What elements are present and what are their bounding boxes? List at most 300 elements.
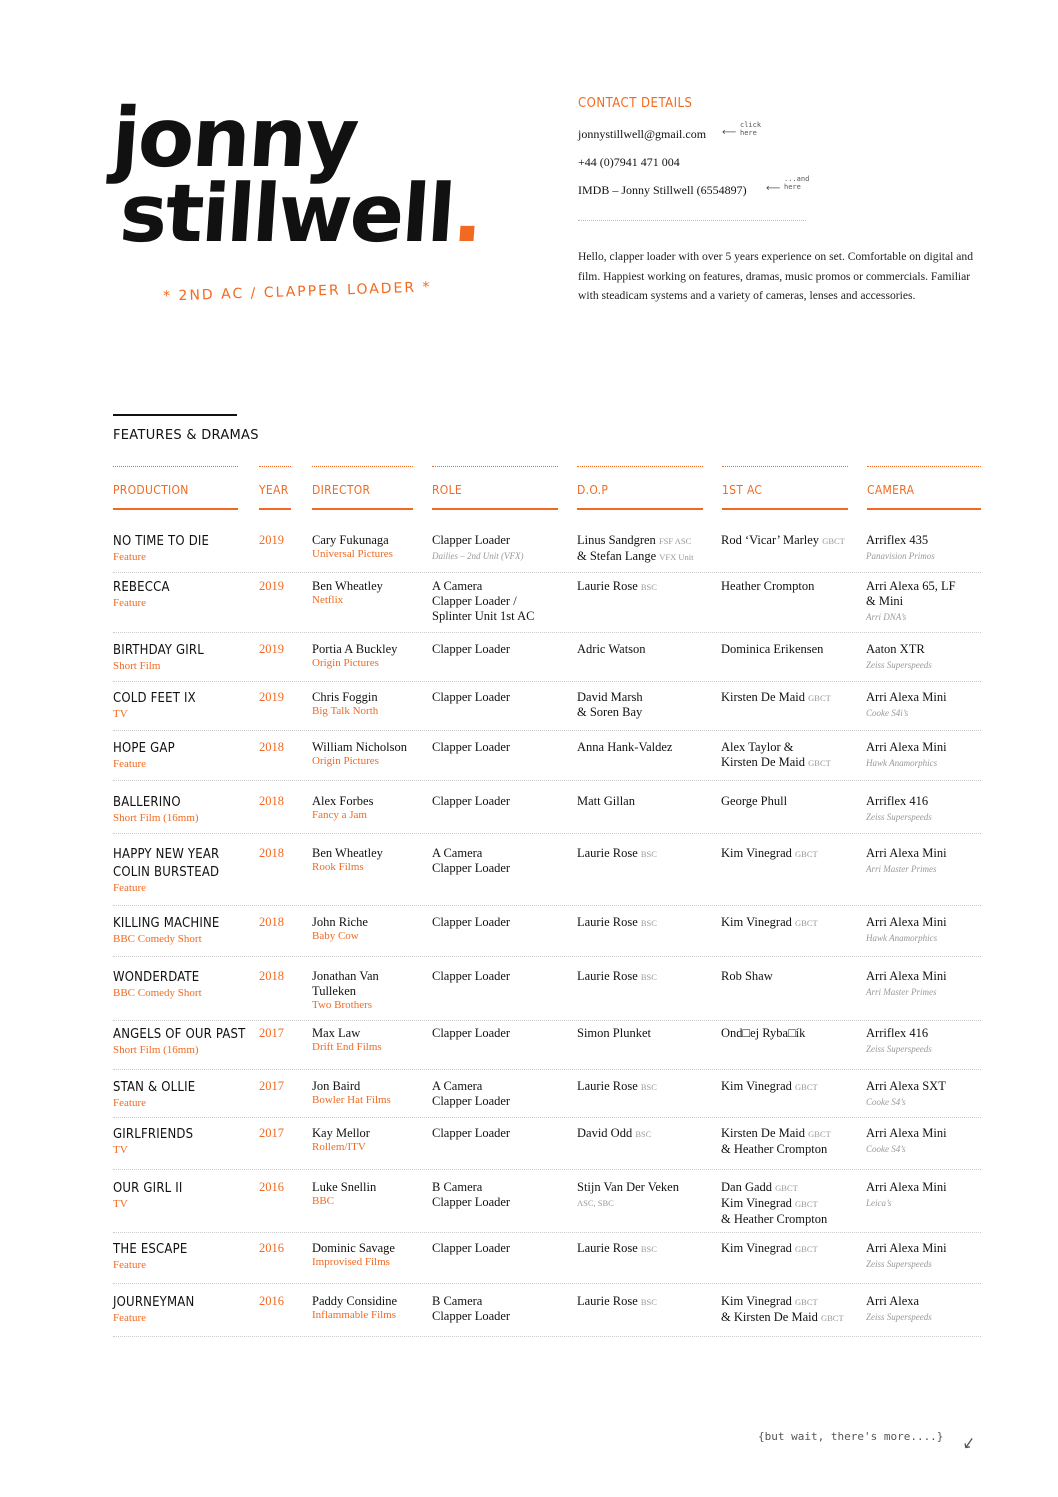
director-cell — [312, 794, 424, 822]
col-underline — [312, 508, 413, 510]
year-cell: 2018 — [259, 846, 284, 860]
dop-name-text: Linus Sandgren — [577, 533, 656, 547]
first-ac-cell — [721, 1180, 871, 1227]
lens-text: Cooke S4i’s — [866, 708, 909, 718]
director-name: Max Law — [312, 1026, 361, 1040]
production-title: KILLING MACHINE — [113, 916, 220, 931]
imdb-note-line2: here — [784, 183, 801, 191]
logo-last-name — [116, 167, 485, 260]
dop-name-text: Adric Watson — [577, 642, 646, 656]
first-ac-accreditation: GBCT — [820, 1313, 844, 1323]
lens-text: Arri DNA’s — [866, 612, 907, 622]
dop-name — [577, 549, 719, 565]
director-cell — [312, 1241, 424, 1269]
production-type: BBC Comedy Short — [113, 987, 202, 999]
role-cell — [432, 1294, 572, 1324]
camera-cell — [866, 579, 981, 625]
production-company: Netflix — [312, 594, 344, 606]
logo-dot: . — [449, 167, 485, 260]
role-cell — [432, 1180, 572, 1210]
dop-name-text: Anna Hank-Valdez — [577, 740, 673, 754]
row-divider — [113, 730, 981, 731]
col-underline — [259, 508, 291, 510]
first-ac-name-text: Rob Shaw — [721, 969, 773, 983]
camera-name: Arri Alexa — [866, 1294, 920, 1308]
production-type: Short Film (16mm) — [113, 812, 199, 824]
camera-cell — [866, 794, 981, 825]
year-cell: 2017 — [259, 1026, 284, 1040]
production-cell — [113, 794, 253, 825]
first-ac-accreditation: GBCT — [795, 1082, 818, 1092]
camera-cell — [866, 533, 981, 564]
camera-cell — [866, 915, 981, 946]
production-company: Rook Films — [312, 861, 364, 873]
row-divider — [113, 1232, 981, 1233]
row-divider — [113, 833, 981, 834]
dop-name-text: Laurie Rose — [577, 1079, 638, 1093]
camera-name: & Mini — [866, 594, 904, 608]
production-cell — [113, 1026, 253, 1057]
imdb-note — [784, 175, 809, 191]
row-divider — [113, 1117, 981, 1118]
first-ac-name-text: & Heather Crompton — [721, 1212, 828, 1226]
section-title: FEATURES & DRAMAS — [113, 428, 259, 443]
role-text: B Camera — [432, 1294, 483, 1308]
production-company: Drift End Films — [312, 1041, 382, 1053]
lens-text: Cooke S4’s — [866, 1144, 906, 1154]
first-ac-accreditation: GBCT — [795, 849, 818, 859]
imdb-link[interactable]: IMDB – Jonny Stillwell (6554897) — [578, 183, 747, 197]
role-text: A Camera — [432, 1079, 483, 1093]
first-ac-name — [721, 690, 871, 706]
row-divider — [113, 572, 981, 573]
first-ac-name-text: Kim Vinegrad — [721, 1294, 792, 1308]
dop-name-text: Simon Plunket — [577, 1026, 651, 1040]
production-company: Origin Pictures — [312, 755, 379, 767]
camera-cell — [866, 642, 981, 673]
camera-cell — [866, 740, 981, 771]
camera-name: Arri Alexa Mini — [866, 1241, 947, 1255]
first-ac-name — [721, 1026, 871, 1041]
dop-accreditation: BSC — [640, 1244, 657, 1254]
lens-text: Panavision Primos — [866, 551, 935, 561]
row-divider — [113, 956, 981, 957]
email-note — [740, 121, 761, 137]
col-header-first-ac: 1ST AC — [722, 483, 763, 497]
bio-text: Hello, clapper loader with over 5 years experience on set. Comfortable on digital and film. Happiest working on features, dramas, music promos or commercials. Familiar with steadicam systems and a variety of cameras, lenses and accessories. — [578, 250, 974, 302]
first-ac-name — [721, 642, 871, 657]
first-ac-name-text: Kim Vinegrad — [721, 1079, 792, 1093]
first-ac-cell — [721, 915, 871, 931]
col-top-rule — [867, 466, 981, 467]
director-name: Alex Forbes — [312, 794, 374, 808]
camera-cell — [866, 1241, 981, 1272]
role-cell — [432, 1126, 572, 1141]
director-cell — [312, 846, 424, 874]
dop-accreditation: BSC — [640, 849, 657, 859]
dop-name-text: Laurie Rose — [577, 579, 638, 593]
role-cell — [432, 579, 572, 624]
row-divider — [113, 632, 981, 633]
year-cell: 2016 — [259, 1180, 284, 1194]
director-name: Portia A Buckley — [312, 642, 398, 656]
role-text: Clapper Loader — [432, 1026, 511, 1040]
production-type: Feature — [113, 1259, 146, 1271]
production-company: Improvised Films — [312, 1256, 390, 1268]
row-divider — [113, 1020, 981, 1021]
col-underline — [113, 508, 238, 510]
dop-accreditation: BSC — [640, 1082, 657, 1092]
first-ac-name — [721, 846, 871, 862]
camera-name: Arriflex 416 — [866, 794, 929, 808]
director-cell — [312, 1294, 424, 1322]
col-underline — [867, 508, 981, 510]
dop-cell — [577, 740, 719, 755]
production-title: JOURNEYMAN — [113, 1295, 195, 1310]
first-ac-name — [721, 1241, 871, 1257]
production-title: BALLERINO — [113, 795, 181, 810]
first-ac-cell — [721, 690, 871, 706]
lens-text: Hawk Anamorphics — [866, 758, 938, 768]
lens-text: Leica’s — [866, 1198, 892, 1208]
first-ac-cell — [721, 1079, 871, 1095]
production-title: ANGELS OF OUR PAST — [113, 1027, 246, 1042]
production-company: Origin Pictures — [312, 657, 379, 669]
col-underline — [432, 508, 558, 510]
col-top-rule — [113, 466, 238, 467]
director-name: Cary Fukunaga — [312, 533, 389, 547]
production-type: Feature — [113, 1097, 146, 1109]
year-cell: 2018 — [259, 969, 284, 983]
dop-name-text: Laurie Rose — [577, 1294, 638, 1308]
dop-name-text: & Stefan Lange — [577, 549, 657, 563]
dop-name — [577, 1294, 719, 1310]
contact-imdb — [578, 175, 988, 198]
first-ac-cell — [721, 1126, 871, 1157]
director-name: Paddy Considine — [312, 1294, 398, 1308]
first-ac-name-text: Rod ‘Vicar’ Marley — [721, 533, 820, 547]
row-divider — [113, 1169, 981, 1170]
first-ac-cell — [721, 740, 871, 771]
dop-cell — [577, 533, 719, 565]
dop-name — [577, 794, 719, 809]
arrow-down-icon: ↓ — [957, 1431, 980, 1456]
production-title: THE ESCAPE — [113, 1242, 188, 1257]
director-cell — [312, 690, 424, 718]
first-ac-name-text: Ond□ej Ryba□ík — [721, 1026, 806, 1040]
section-rule — [113, 414, 237, 416]
first-ac-accreditation: GBCT — [822, 536, 845, 546]
dop-name — [577, 690, 719, 705]
lens-text: Zeiss Superspeeds — [866, 1259, 932, 1269]
dop-name — [577, 1026, 719, 1041]
dop-accreditation: FSF ASC — [658, 536, 692, 546]
first-ac-accreditation: GBCT — [795, 1244, 818, 1254]
director-cell — [312, 969, 424, 1012]
production-type: TV — [113, 708, 128, 720]
production-cell — [113, 1180, 253, 1211]
tagline: * 2ND AC / CLAPPER LOADER * — [162, 279, 432, 305]
first-ac-name — [721, 1142, 871, 1157]
production-cell — [113, 690, 253, 721]
director-name: John Riche — [312, 915, 368, 929]
row-divider — [113, 905, 981, 906]
dop-name-text: David Marsh — [577, 690, 643, 704]
year-cell: 2019 — [259, 642, 284, 656]
col-top-rule — [312, 466, 413, 467]
dop-accreditation: BSC — [640, 918, 657, 928]
year-cell: 2018 — [259, 915, 284, 929]
production-title: GIRLFRIENDS — [113, 1127, 194, 1142]
role-cell — [432, 740, 572, 755]
first-ac-accreditation: GBCT — [775, 1183, 798, 1193]
first-ac-name — [721, 1294, 871, 1310]
lens-text: Arri Master Primes — [866, 987, 937, 997]
year-cell: 2016 — [259, 1294, 284, 1308]
row-divider — [113, 780, 981, 781]
dop-accreditation: BSC — [635, 1129, 652, 1139]
dop-accreditation: BSC — [640, 1297, 657, 1307]
more-note: {but wait, there's more....} — [758, 1430, 944, 1443]
dop-cell — [577, 1180, 719, 1211]
director-cell — [312, 915, 424, 943]
director-name: William Nicholson — [312, 740, 407, 754]
role-subtext: Dailies – 2nd Unit (VFX) — [432, 551, 524, 561]
col-underline — [577, 508, 703, 510]
dop-accreditation: ASC, SBC — [577, 1198, 614, 1208]
production-cell — [113, 533, 253, 564]
year-cell: 2019 — [259, 579, 284, 593]
dop-cell — [577, 1079, 719, 1095]
email-note-line1: click — [740, 121, 762, 129]
col-header-camera: CAMERA — [867, 483, 915, 497]
production-title: HAPPY NEW YEAR — [113, 847, 220, 862]
director-name: Tulleken — [312, 984, 356, 998]
production-company: BBC — [312, 1195, 335, 1207]
role-cell — [432, 1241, 572, 1256]
logo-first-name: jonny — [108, 91, 361, 186]
camera-cell — [866, 1126, 981, 1157]
production-cell — [113, 1079, 253, 1110]
first-ac-name-text: Dominica Erikensen — [721, 642, 824, 656]
col-top-rule — [577, 466, 703, 467]
director-cell — [312, 579, 424, 607]
dop-name-text: Matt Gillan — [577, 794, 635, 808]
production-type: Short Film — [113, 660, 161, 672]
camera-name: Arri Alexa Mini — [866, 1180, 947, 1194]
first-ac-cell — [721, 969, 871, 984]
dop-name-text: & Soren Bay — [577, 705, 643, 719]
col-top-rule — [259, 466, 291, 467]
first-ac-accreditation: GBCT — [795, 918, 818, 928]
first-ac-accreditation: GBCT — [795, 1199, 818, 1209]
director-name: Chris Foggin — [312, 690, 378, 704]
dop-name — [577, 740, 719, 755]
role-text: A Camera — [432, 579, 483, 593]
first-ac-name-text: Alex Taylor & — [721, 740, 794, 754]
production-cell — [113, 1126, 253, 1157]
dop-cell — [577, 846, 719, 862]
dop-cell — [577, 794, 719, 809]
dop-name — [577, 1195, 719, 1211]
production-title: WONDERDATE — [113, 970, 200, 985]
camera-name: Arri Alexa Mini — [866, 740, 947, 754]
director-name: Ben Wheatley — [312, 846, 383, 860]
role-text: Splinter Unit 1st AC — [432, 609, 535, 623]
production-title: COLIN BURSTEAD — [113, 865, 220, 880]
dop-name-text: Stijn Van Der Veken — [577, 1180, 679, 1194]
role-text: Clapper Loader / — [432, 594, 517, 608]
role-text: Clapper Loader — [432, 915, 511, 929]
first-ac-name-text: Kim Vinegrad — [721, 1196, 792, 1210]
first-ac-accreditation: GBCT — [808, 758, 831, 768]
lens-text: Arri Master Primes — [866, 864, 937, 874]
production-type: Feature — [113, 882, 146, 894]
row-divider — [113, 1069, 981, 1070]
year-cell: 2019 — [259, 533, 284, 547]
year-cell: 2017 — [259, 1126, 284, 1140]
imdb-arrow-icon: ⟵ — [766, 183, 781, 194]
production-type: Feature — [113, 551, 146, 563]
role-cell — [432, 969, 572, 984]
director-name: Jonathan Van — [312, 969, 379, 983]
dop-name — [577, 533, 719, 549]
director-cell — [312, 740, 424, 768]
first-ac-name-text: Heather Crompton — [721, 579, 815, 593]
camera-name: Arri Alexa Mini — [866, 690, 947, 704]
production-cell — [113, 740, 253, 771]
first-ac-name — [721, 579, 871, 594]
first-ac-cell — [721, 642, 871, 657]
production-cell — [113, 969, 253, 1000]
dop-cell — [577, 579, 719, 595]
role-text: Clapper Loader — [432, 740, 511, 754]
first-ac-cell — [721, 1026, 871, 1041]
lens-text: Hawk Anamorphics — [866, 933, 938, 943]
first-ac-cell — [721, 794, 871, 809]
role-cell — [432, 642, 572, 657]
first-ac-name-text: & Heather Crompton — [721, 1142, 828, 1156]
name-logo — [108, 91, 485, 260]
role-text: Clapper Loader — [432, 1094, 511, 1108]
first-ac-name — [721, 969, 871, 984]
role-text: Clapper Loader — [432, 1309, 511, 1323]
production-type: BBC Comedy Short — [113, 933, 202, 945]
role-text: A Camera — [432, 846, 483, 860]
production-title: REBECCA — [113, 580, 170, 595]
dop-name — [577, 969, 719, 985]
dop-name-text: Laurie Rose — [577, 969, 638, 983]
first-ac-name-text: Kirsten De Maid — [721, 755, 806, 769]
dop-accreditation: BSC — [640, 972, 657, 982]
production-cell — [113, 846, 253, 895]
camera-cell — [866, 1294, 981, 1325]
first-ac-name-text: Kim Vinegrad — [721, 915, 792, 929]
director-cell — [312, 1126, 424, 1154]
camera-cell — [866, 846, 981, 877]
production-title: HOPE GAP — [113, 741, 175, 756]
first-ac-name — [721, 794, 871, 809]
role-cell — [432, 533, 572, 564]
col-header-dop: D.O.P — [577, 483, 609, 497]
production-type: Feature — [113, 1312, 146, 1324]
first-ac-name — [721, 1126, 871, 1142]
email-arrow-icon: ⟵ — [722, 127, 737, 138]
row-divider — [113, 1336, 981, 1337]
imdb-note-line1: ...and — [784, 175, 810, 183]
production-title: STAN & OLLIE — [113, 1080, 196, 1095]
contact-section — [578, 96, 988, 306]
role-text: B Camera — [432, 1180, 483, 1194]
dop-cell — [577, 969, 719, 985]
dop-name-text: Laurie Rose — [577, 1241, 638, 1255]
role-text: Clapper Loader — [432, 533, 511, 547]
production-title: COLD FEET IX — [113, 691, 196, 706]
logo-last-name-text: stillwell — [116, 167, 457, 260]
row-divider — [113, 681, 981, 682]
camera-name: Arri Alexa 65, LF — [866, 579, 956, 593]
dop-name — [577, 705, 719, 720]
dop-cell — [577, 690, 719, 720]
email-link[interactable]: jonnystillwell@gmail.com — [578, 127, 707, 141]
role-text: Clapper Loader — [432, 690, 511, 704]
role-cell — [432, 690, 572, 705]
col-header-year: YEAR — [259, 483, 289, 497]
director-cell — [312, 1026, 424, 1054]
dop-name — [577, 579, 719, 595]
first-ac-name-text: George Phull — [721, 794, 788, 808]
director-name: Kay Mellor — [312, 1126, 370, 1140]
dop-name-text: Laurie Rose — [577, 846, 638, 860]
dop-cell — [577, 642, 719, 657]
dop-name-text: David Odd — [577, 1126, 633, 1140]
dop-cell — [577, 1126, 719, 1142]
production-cell — [113, 579, 253, 610]
lens-text: Cooke S4’s — [866, 1097, 906, 1107]
dop-name — [577, 1180, 719, 1195]
camera-cell — [866, 1180, 981, 1211]
col-header-production: PRODUCTION — [113, 483, 189, 497]
dop-name — [577, 1241, 719, 1257]
dop-name — [577, 846, 719, 862]
year-cell: 2018 — [259, 794, 284, 808]
dop-name — [577, 642, 719, 657]
col-header-director: DIRECTOR — [312, 483, 371, 497]
contact-heading: CONTACT DETAILS — [578, 96, 693, 111]
first-ac-accreditation: GBCT — [808, 693, 831, 703]
contact-divider — [578, 220, 806, 221]
role-text: Clapper Loader — [432, 642, 511, 656]
dop-cell — [577, 1241, 719, 1257]
role-text: Clapper Loader — [432, 969, 511, 983]
camera-cell — [866, 1079, 981, 1110]
director-cell — [312, 1079, 424, 1107]
director-name: Ben Wheatley — [312, 579, 383, 593]
dop-accreditation: BSC — [640, 582, 657, 592]
year-cell: 2019 — [259, 690, 284, 704]
camera-name: Arriflex 416 — [866, 1026, 929, 1040]
dop-name-text: Laurie Rose — [577, 915, 638, 929]
lens-text: Zeiss Superspeeds — [866, 812, 932, 822]
dop-name — [577, 1079, 719, 1095]
production-company: Rollem/ITV — [312, 1141, 366, 1153]
lens-text: Zeiss Superspeeds — [866, 1044, 932, 1054]
camera-name: Arriflex 435 — [866, 533, 929, 547]
first-ac-name-text: Kirsten De Maid — [721, 1126, 806, 1140]
first-ac-cell — [721, 1241, 871, 1257]
dop-name — [577, 1126, 719, 1142]
role-cell — [432, 1079, 572, 1109]
